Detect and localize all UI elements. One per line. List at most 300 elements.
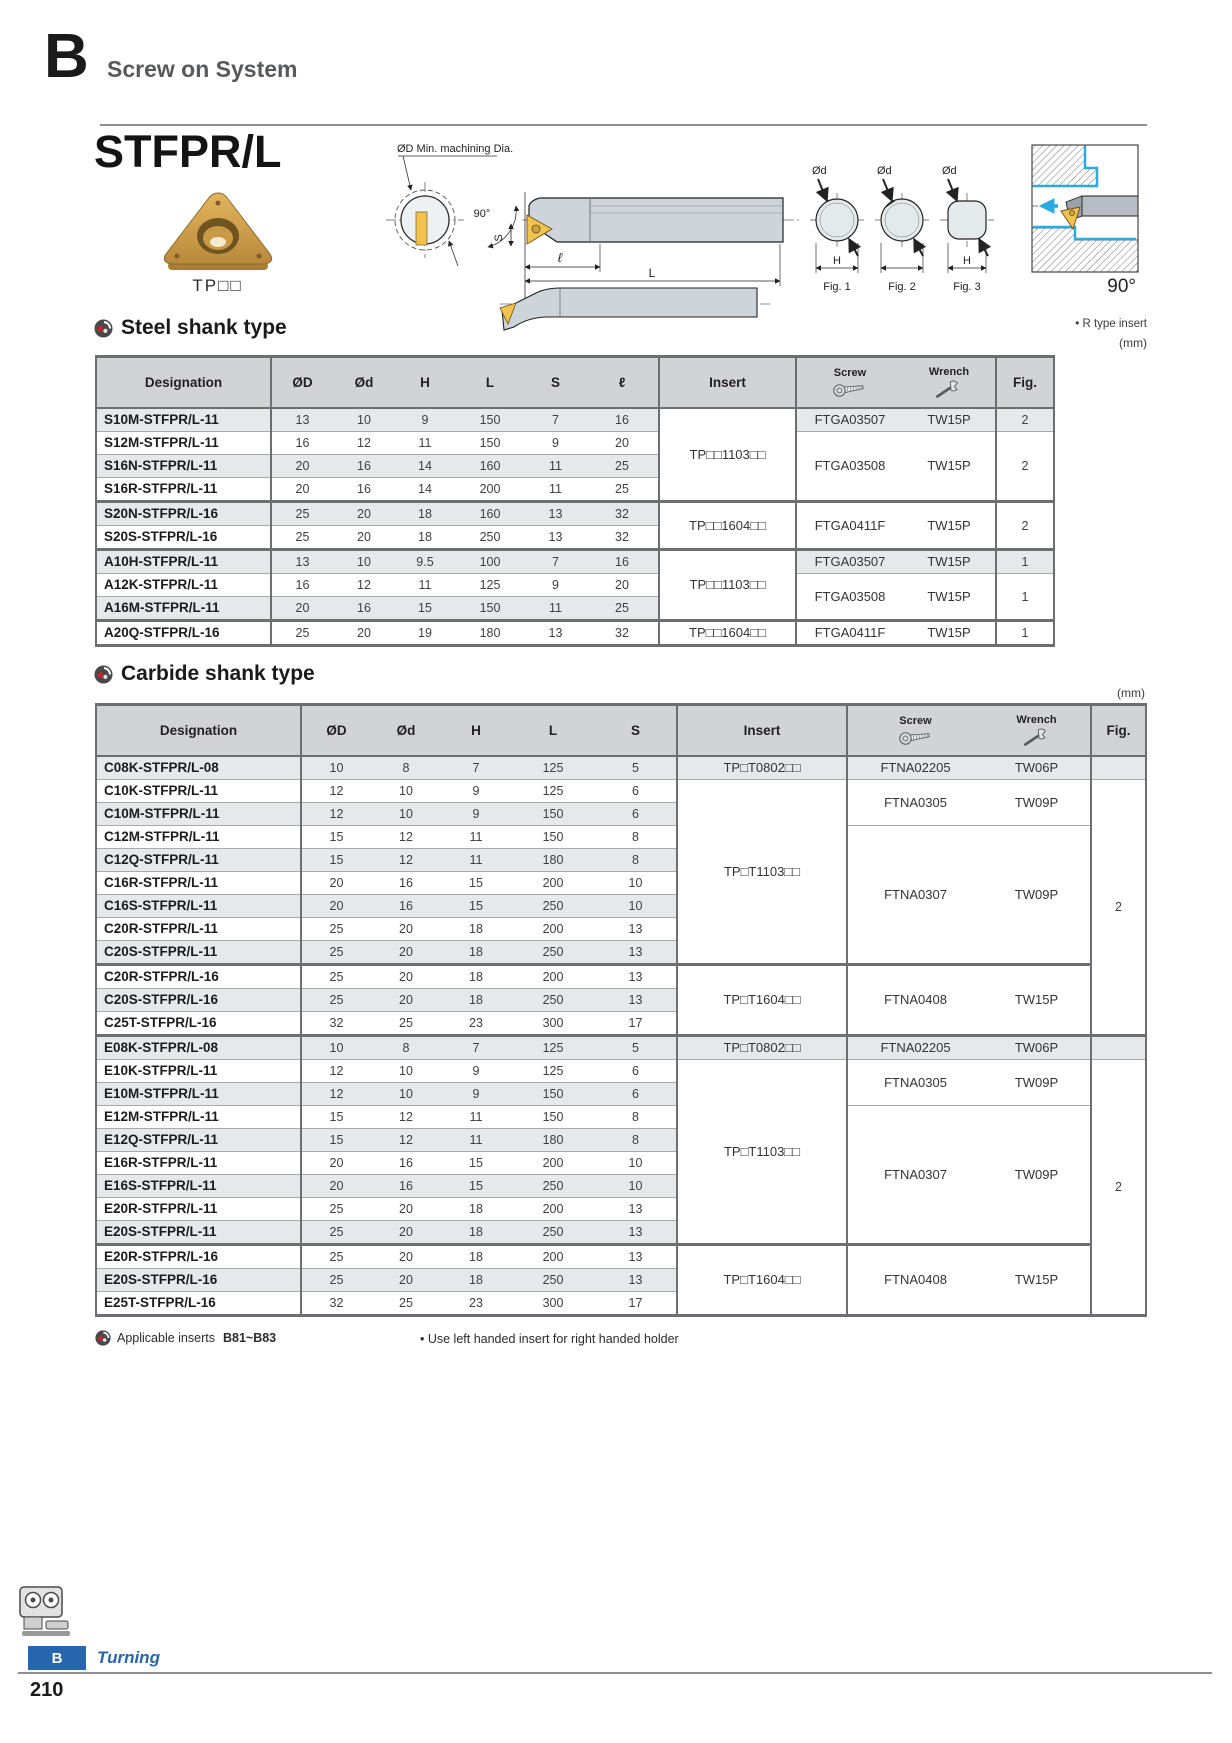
designation-cell: E20R-STFPR/L-16 — [96, 1245, 301, 1269]
value-cell: 25 — [271, 526, 333, 550]
product-title: STFPR/L — [94, 126, 282, 177]
el-cell: 25 — [586, 455, 659, 478]
carbide-section-heading — [94, 662, 315, 686]
scr-cell: FTGA03508 — [796, 432, 903, 502]
value-cell: 18 — [441, 989, 511, 1012]
angle-label: 90° — [473, 208, 491, 220]
value-cell: 9 — [441, 1083, 511, 1106]
insert-code-label: TP□□ — [192, 276, 243, 295]
wrench-icon — [1022, 727, 1052, 747]
value-cell: 18 — [441, 1269, 511, 1292]
wr-cell: TW06P — [983, 756, 1091, 780]
value-cell: 23 — [441, 1292, 511, 1316]
value-cell: 18 — [441, 918, 511, 941]
col-s: S — [595, 705, 677, 757]
end-view-diagram — [386, 143, 513, 266]
value-cell: 8 — [371, 1036, 441, 1060]
designation-cell: C10M-STFPR/L-11 — [96, 803, 301, 826]
scr-cell: FTNA0408 — [847, 1245, 983, 1316]
value-cell: 11 — [525, 597, 586, 621]
ins-cell: TP□T0802□□ — [677, 756, 847, 780]
table-row — [96, 574, 1054, 597]
value-cell: 15 — [395, 597, 455, 621]
screw-icon — [897, 728, 935, 746]
carbide-section-title: Carbide shank type — [121, 662, 315, 685]
col-fig: Fig. — [996, 357, 1054, 409]
value-cell: 12 — [333, 574, 395, 597]
value-cell: 15 — [441, 1152, 511, 1175]
value-cell: 300 — [511, 1292, 595, 1316]
value-cell: 18 — [395, 502, 455, 526]
value-cell: 19 — [395, 621, 455, 646]
value-cell: 16 — [271, 574, 333, 597]
applicable-inserts-icon — [95, 1330, 111, 1346]
table-row — [96, 408, 1054, 432]
value-cell: 12 — [371, 849, 441, 872]
scr-cell: FTNA0305 — [847, 1060, 983, 1106]
el-cell: 13 — [595, 989, 677, 1012]
fig-cell — [1091, 1036, 1146, 1060]
steel-section-heading — [94, 316, 287, 340]
value-cell: 20 — [301, 1175, 371, 1198]
wr-cell: TW09P — [983, 780, 1091, 826]
ins-cell: TP□T1103□□ — [677, 1060, 847, 1245]
designation-cell: S20S-STFPR/L-16 — [96, 526, 271, 550]
designation-cell: E20S-STFPR/L-11 — [96, 1221, 301, 1245]
col-wrench-label: Wrench — [928, 366, 970, 378]
designation-cell: E10M-STFPR/L-11 — [96, 1083, 301, 1106]
h-dim-label-2: H — [963, 255, 971, 267]
fig-cell: 1 — [996, 550, 1054, 574]
ins-cell: TP□□1103□□ — [659, 550, 796, 621]
col-wrench — [983, 705, 1091, 757]
col-el: ℓ — [586, 357, 659, 409]
designation-cell: C10K-STFPR/L-11 — [96, 780, 301, 803]
value-cell: 100 — [455, 550, 525, 574]
el-cell: 32 — [586, 502, 659, 526]
el-cell: 25 — [586, 597, 659, 621]
value-cell: 250 — [511, 1221, 595, 1245]
value-cell: 25 — [301, 1221, 371, 1245]
table-row — [96, 1060, 1146, 1083]
value-cell: 150 — [455, 597, 525, 621]
value-cell: 14 — [395, 478, 455, 502]
designation-cell: E12M-STFPR/L-11 — [96, 1106, 301, 1129]
min-dia-label: ØD Min. machining Dia. — [397, 143, 514, 155]
value-cell: 16 — [333, 597, 395, 621]
value-cell: 16 — [371, 872, 441, 895]
value-cell: 200 — [511, 1245, 595, 1269]
col-h: H — [395, 357, 455, 409]
el-cell: 10 — [595, 872, 677, 895]
value-cell: 16 — [371, 895, 441, 918]
value-cell: 7 — [441, 1036, 511, 1060]
value-cell: 150 — [511, 826, 595, 849]
col-h: H — [441, 705, 511, 757]
value-cell: 15 — [301, 849, 371, 872]
designation-cell: C16S-STFPR/L-11 — [96, 895, 301, 918]
ins-cell: TP□□1103□□ — [659, 408, 796, 502]
col-l: L — [455, 357, 525, 409]
col-fig: Fig. — [1091, 705, 1146, 757]
value-cell: 180 — [511, 849, 595, 872]
value-cell: 125 — [511, 780, 595, 803]
scr-cell: FTGA03508 — [796, 574, 903, 621]
cross-sections-diagram — [810, 165, 994, 293]
value-cell: 200 — [511, 918, 595, 941]
wr-cell: TW09P — [983, 826, 1091, 965]
el-cell: 13 — [595, 1198, 677, 1221]
value-cell: 125 — [511, 1036, 595, 1060]
steel-section-title: Steel shank type — [121, 316, 287, 339]
col-screw — [847, 705, 983, 757]
od-label-3: Ød — [942, 165, 957, 177]
fig-cell: 2 — [996, 502, 1054, 550]
value-cell: 20 — [271, 455, 333, 478]
value-cell: 20 — [301, 1152, 371, 1175]
el-cell: 6 — [595, 1060, 677, 1083]
value-cell: 200 — [511, 1152, 595, 1175]
value-cell: 13 — [271, 550, 333, 574]
value-cell: 20 — [371, 918, 441, 941]
fig-cell: 2 — [996, 432, 1054, 502]
value-cell: 250 — [455, 526, 525, 550]
value-cell: 20 — [371, 1198, 441, 1221]
value-cell: 12 — [301, 1083, 371, 1106]
section-bullet-icon — [94, 319, 113, 338]
el-cell: 13 — [595, 941, 677, 965]
designation-cell: E08K-STFPR/L-08 — [96, 1036, 301, 1060]
value-cell: 11 — [395, 432, 455, 455]
value-cell: 150 — [511, 803, 595, 826]
value-cell: 15 — [301, 1129, 371, 1152]
el-cell: 5 — [595, 1036, 677, 1060]
wr-cell: TW15P — [983, 965, 1091, 1036]
value-cell: 20 — [333, 526, 395, 550]
wr-cell: TW15P — [903, 574, 996, 621]
ins-cell: TP□□1604□□ — [659, 502, 796, 550]
section-letter: B — [44, 22, 87, 91]
fig1-caption: Fig. 1 — [823, 281, 851, 293]
value-cell: 11 — [441, 1129, 511, 1152]
col-screw-label: Screw — [833, 367, 867, 379]
designation-cell: A16M-STFPR/L-11 — [96, 597, 271, 621]
value-cell: 20 — [301, 872, 371, 895]
value-cell: 9 — [441, 803, 511, 826]
col-od-lower: Ød — [333, 357, 395, 409]
table-row — [96, 826, 1146, 849]
col-wrench — [903, 357, 996, 409]
value-cell: 16 — [371, 1152, 441, 1175]
value-cell: 18 — [441, 1198, 511, 1221]
el-cell: 16 — [586, 408, 659, 432]
value-cell: 18 — [441, 1245, 511, 1269]
el-cell: 6 — [595, 803, 677, 826]
col-wrench-label: Wrench — [1016, 714, 1057, 726]
value-cell: 25 — [371, 1012, 441, 1036]
value-cell: 125 — [511, 1060, 595, 1083]
el-dim-label: ℓ — [557, 250, 563, 265]
value-cell: 150 — [511, 1083, 595, 1106]
scr-cell: FTNA02205 — [847, 756, 983, 780]
value-cell: 200 — [511, 872, 595, 895]
value-cell: 160 — [455, 455, 525, 478]
ins-cell: TP□□1604□□ — [659, 621, 796, 646]
value-cell: 25 — [271, 502, 333, 526]
wr-cell: TW06P — [983, 1036, 1091, 1060]
value-cell: 12 — [301, 780, 371, 803]
value-cell: 9 — [441, 1060, 511, 1083]
value-cell: 13 — [271, 408, 333, 432]
col-insert: Insert — [677, 705, 847, 757]
value-cell: 125 — [455, 574, 525, 597]
value-cell: 180 — [511, 1129, 595, 1152]
value-cell: 20 — [371, 1221, 441, 1245]
designation-cell: A12K-STFPR/L-11 — [96, 574, 271, 597]
ins-cell: TP□T1103□□ — [677, 780, 847, 965]
value-cell: 200 — [455, 478, 525, 502]
table-row — [96, 432, 1054, 455]
value-cell: 20 — [371, 1269, 441, 1292]
value-cell: 160 — [455, 502, 525, 526]
table-row — [96, 1245, 1146, 1269]
el-cell: 13 — [595, 1245, 677, 1269]
designation-cell: C16R-STFPR/L-11 — [96, 872, 301, 895]
scr-cell: FTNA0307 — [847, 826, 983, 965]
designation-cell: E25T-STFPR/L-16 — [96, 1292, 301, 1316]
value-cell: 125 — [511, 756, 595, 780]
el-cell: 10 — [595, 895, 677, 918]
value-cell: 15 — [301, 826, 371, 849]
designation-cell: C20S-STFPR/L-11 — [96, 941, 301, 965]
scr-cell: FTNA0408 — [847, 965, 983, 1036]
value-cell: 14 — [395, 455, 455, 478]
ins-cell: TP□T0802□□ — [677, 1036, 847, 1060]
footer-section-tab: B — [28, 1646, 86, 1670]
el-cell: 13 — [595, 1269, 677, 1292]
value-cell: 11 — [441, 826, 511, 849]
left-hand-note: • Use left handed insert for right handed holder — [420, 1332, 679, 1346]
el-cell: 13 — [595, 965, 677, 989]
value-cell: 250 — [511, 941, 595, 965]
col-screw — [796, 357, 903, 409]
wr-cell: TW15P — [903, 550, 996, 574]
value-cell: 11 — [395, 574, 455, 597]
designation-cell: S20N-STFPR/L-16 — [96, 502, 271, 526]
value-cell: 20 — [371, 965, 441, 989]
value-cell: 25 — [271, 621, 333, 646]
value-cell: 20 — [301, 895, 371, 918]
el-cell: 10 — [595, 1152, 677, 1175]
table-row — [96, 502, 1054, 526]
el-cell: 8 — [595, 849, 677, 872]
designation-cell: E20R-STFPR/L-11 — [96, 1198, 301, 1221]
designation-cell: C08K-STFPR/L-08 — [96, 756, 301, 780]
bottom-view-diagram — [500, 288, 770, 330]
value-cell: 7 — [441, 756, 511, 780]
wr-cell: TW15P — [983, 1245, 1091, 1316]
table-row — [96, 1106, 1146, 1129]
value-cell: 250 — [511, 1269, 595, 1292]
ins-cell: TP□T1604□□ — [677, 965, 847, 1036]
value-cell: 20 — [333, 502, 395, 526]
designation-cell: E10K-STFPR/L-11 — [96, 1060, 301, 1083]
value-cell: 9 — [525, 432, 586, 455]
value-cell: 9 — [441, 780, 511, 803]
value-cell: 12 — [371, 1129, 441, 1152]
col-designation: Designation — [96, 705, 301, 757]
el-cell: 8 — [595, 1129, 677, 1152]
value-cell: 25 — [301, 1269, 371, 1292]
footer-category: Turning — [97, 1648, 160, 1667]
wr-cell: TW15P — [903, 408, 996, 432]
value-cell: 32 — [301, 1012, 371, 1036]
fig-cell: 2 — [996, 408, 1054, 432]
designation-cell: E16S-STFPR/L-11 — [96, 1175, 301, 1198]
el-cell: 8 — [595, 826, 677, 849]
col-designation: Designation — [96, 357, 271, 409]
applicable-inserts-note — [95, 1330, 276, 1346]
designation-cell: E20S-STFPR/L-16 — [96, 1269, 301, 1292]
value-cell: 18 — [441, 941, 511, 965]
designation-cell: A10H-STFPR/L-11 — [96, 550, 271, 574]
value-cell: 13 — [525, 526, 586, 550]
value-cell: 16 — [333, 478, 395, 502]
value-cell: 250 — [511, 895, 595, 918]
value-cell: 9 — [525, 574, 586, 597]
ins-cell: TP□T1604□□ — [677, 1245, 847, 1316]
value-cell: 10 — [371, 803, 441, 826]
corner-angle-label: 90° — [1107, 276, 1136, 297]
value-cell: 200 — [511, 965, 595, 989]
designation-cell: S16N-STFPR/L-11 — [96, 455, 271, 478]
wr-cell: TW15P — [903, 621, 996, 646]
value-cell: 13 — [525, 502, 586, 526]
fig-cell: 2 — [1091, 1060, 1146, 1316]
el-cell: 20 — [586, 432, 659, 455]
value-cell: 15 — [301, 1106, 371, 1129]
wr-cell: TW15P — [903, 502, 996, 550]
s-dim-label: S — [493, 234, 505, 242]
col-od-lower: Ød — [371, 705, 441, 757]
designation-cell: S16R-STFPR/L-11 — [96, 478, 271, 502]
table-row — [96, 965, 1146, 989]
designation-cell: C12Q-STFPR/L-11 — [96, 849, 301, 872]
machine-logo-icon — [18, 1583, 76, 1648]
value-cell: 300 — [511, 1012, 595, 1036]
value-cell: 200 — [511, 1198, 595, 1221]
value-cell: 10 — [371, 1060, 441, 1083]
carbide-unit-label: (mm) — [1117, 686, 1145, 700]
steel-unit-label: (mm) — [1119, 336, 1147, 350]
value-cell: 25 — [301, 1198, 371, 1221]
scr-cell: FTGA03507 — [796, 408, 903, 432]
col-od-upper: ØD — [301, 705, 371, 757]
insert-photo — [158, 190, 278, 274]
designation-cell: C20R-STFPR/L-16 — [96, 965, 301, 989]
value-cell: 7 — [525, 408, 586, 432]
designation-cell: S10M-STFPR/L-11 — [96, 408, 271, 432]
el-cell: 17 — [595, 1012, 677, 1036]
value-cell: 12 — [371, 826, 441, 849]
od-label-1: Ød — [812, 165, 827, 177]
value-cell: 23 — [441, 1012, 511, 1036]
value-cell: 25 — [301, 989, 371, 1012]
h-dim-label-1: H — [833, 255, 841, 267]
l-dim-label: L — [648, 266, 656, 280]
value-cell: 250 — [511, 989, 595, 1012]
value-cell: 8 — [371, 756, 441, 780]
value-cell: 32 — [301, 1292, 371, 1316]
fig-cell — [1091, 756, 1146, 780]
designation-cell: E16R-STFPR/L-11 — [96, 1152, 301, 1175]
value-cell: 11 — [441, 849, 511, 872]
value-cell: 25 — [301, 1245, 371, 1269]
el-cell: 20 — [586, 574, 659, 597]
value-cell: 10 — [333, 550, 395, 574]
value-cell: 9 — [395, 408, 455, 432]
value-cell: 12 — [333, 432, 395, 455]
el-cell: 16 — [586, 550, 659, 574]
wrench-icon — [934, 379, 964, 399]
value-cell: 16 — [271, 432, 333, 455]
value-cell: 11 — [525, 478, 586, 502]
footer-divider — [18, 1672, 1212, 1674]
el-cell: 13 — [595, 918, 677, 941]
table-row — [96, 550, 1054, 574]
value-cell: 18 — [395, 526, 455, 550]
col-s: S — [525, 357, 586, 409]
el-cell: 13 — [595, 1221, 677, 1245]
col-insert: Insert — [659, 357, 796, 409]
scr-cell: FTGA03507 — [796, 550, 903, 574]
value-cell: 10 — [333, 408, 395, 432]
value-cell: 15 — [441, 872, 511, 895]
page-number: 210 — [30, 1679, 64, 1701]
table-row — [96, 780, 1146, 803]
value-cell: 16 — [371, 1175, 441, 1198]
value-cell: 25 — [301, 965, 371, 989]
value-cell: 20 — [271, 478, 333, 502]
carbide-table — [95, 703, 1147, 1317]
fig-cell: 2 — [1091, 780, 1146, 1036]
screw-icon — [831, 380, 869, 398]
value-cell: 10 — [371, 1083, 441, 1106]
value-cell: 15 — [441, 895, 511, 918]
od-label-2: Ød — [877, 165, 892, 177]
value-cell: 25 — [371, 1292, 441, 1316]
steel-table — [95, 355, 1055, 647]
scr-cell: FTNA0307 — [847, 1106, 983, 1245]
el-cell: 5 — [595, 756, 677, 780]
col-od-upper: ØD — [271, 357, 333, 409]
applicable-inserts-range: B81~B83 — [222, 1331, 277, 1345]
value-cell: 11 — [525, 455, 586, 478]
wr-cell: TW15P — [903, 432, 996, 502]
value-cell: 12 — [301, 1060, 371, 1083]
value-cell: 13 — [525, 621, 586, 646]
value-cell: 20 — [371, 989, 441, 1012]
el-cell: 10 — [595, 1175, 677, 1198]
designation-cell: E12Q-STFPR/L-11 — [96, 1129, 301, 1152]
r-type-insert-note: • R type insert — [1075, 318, 1147, 330]
value-cell: 20 — [371, 1245, 441, 1269]
value-cell: 150 — [511, 1106, 595, 1129]
el-cell: 6 — [595, 780, 677, 803]
value-cell: 10 — [301, 1036, 371, 1060]
col-l: L — [511, 705, 595, 757]
fig2-caption: Fig. 2 — [888, 281, 916, 293]
